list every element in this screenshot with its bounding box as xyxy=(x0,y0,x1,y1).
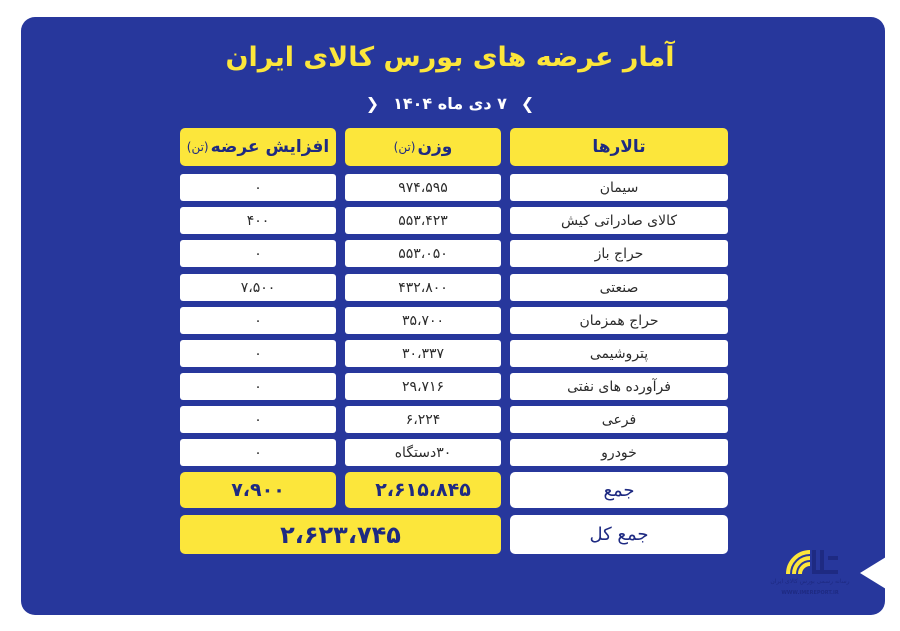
header-increase-label: افزایش عرضه xyxy=(210,137,330,157)
header-weight-unit: (تن) xyxy=(393,140,416,154)
row-increase: ۰ xyxy=(180,307,336,334)
header-hall xyxy=(510,128,728,166)
chevron-left-icon: ❮ xyxy=(365,94,380,113)
logo-tagline: رسانه رسمی بورس کالای ایران xyxy=(770,578,850,585)
header-hall-label: تالارها xyxy=(592,137,646,157)
row-increase: ۰ xyxy=(180,373,336,400)
row-weight: ۶،۲۲۴ xyxy=(345,406,501,433)
row-increase: ۴۰۰ xyxy=(180,207,336,234)
row-increase: ۷،۵۰۰ xyxy=(180,274,336,301)
row-increase: ۰ xyxy=(180,406,336,433)
date-row xyxy=(0,94,900,113)
row-hall: کالای صادراتی کیش xyxy=(510,207,728,234)
header-increase-unit: (تن) xyxy=(186,140,209,154)
grand-total-value: ۲،۶۲۳،۷۴۵ xyxy=(180,515,501,554)
row-weight: ۳۰،۳۳۷ xyxy=(345,340,501,367)
header-increase xyxy=(180,128,336,166)
row-increase: ۰ xyxy=(180,240,336,267)
logo-url: WWW.IMEREPORT.IR xyxy=(781,590,839,596)
row-increase: ۰ xyxy=(180,174,336,201)
row-weight: ۵۵۳،۴۲۳ xyxy=(345,207,501,234)
row-hall: خودرو xyxy=(510,439,728,466)
page-title: آمار عرضه های بورس کالای ایران xyxy=(225,42,675,73)
total-increase: ۷،۹۰۰ xyxy=(180,472,336,508)
row-weight: ۴۳۲،۸۰۰ xyxy=(345,274,501,301)
row-hall: حراج همزمان xyxy=(510,307,728,334)
row-weight: ۳۰دستگاه xyxy=(345,439,501,466)
row-weight: ۲۹،۷۱۶ xyxy=(345,373,501,400)
total-label: جمع xyxy=(510,472,728,508)
row-hall: پتروشیمی xyxy=(510,340,728,367)
row-weight: ۹۷۴،۵۹۵ xyxy=(345,174,501,201)
total-weight: ۲،۶۱۵،۸۴۵ xyxy=(345,472,501,508)
row-weight: ۵۵۳،۰۵۰ xyxy=(345,240,501,267)
header-weight xyxy=(345,128,501,166)
row-hall: فرآورده های نفتی xyxy=(510,373,728,400)
chevron-right-icon: ❯ xyxy=(520,94,535,113)
row-hall: حراج باز xyxy=(510,240,728,267)
row-increase: ۰ xyxy=(180,340,336,367)
header-weight-label: وزن xyxy=(417,137,453,157)
row-hall: صنعتی xyxy=(510,274,728,301)
row-hall: سیمان xyxy=(510,174,728,201)
date-label: ۷ دی ماه ۱۴۰۴ xyxy=(393,94,507,113)
row-increase: ۰ xyxy=(180,439,336,466)
grand-total-label: جمع کل xyxy=(510,515,728,554)
row-hall: فرعی xyxy=(510,406,728,433)
row-weight: ۳۵،۷۰۰ xyxy=(345,307,501,334)
card-notch xyxy=(860,557,886,589)
